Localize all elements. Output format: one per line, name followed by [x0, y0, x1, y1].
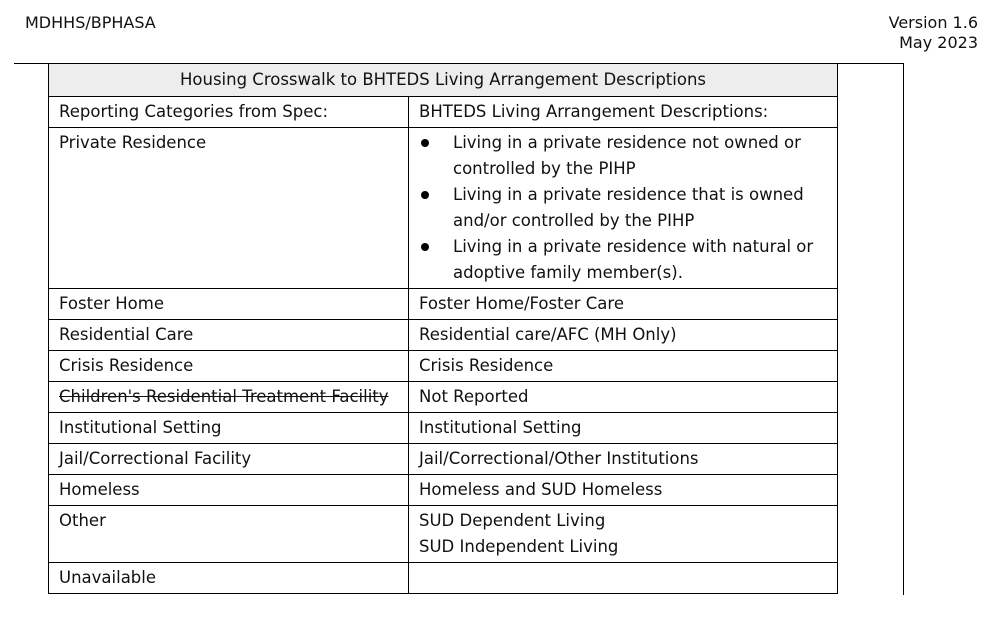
housing-crosswalk-table: [48, 63, 838, 594]
version-label: Version 1.6: [888, 13, 978, 32]
description-line: SUD Dependent Living: [419, 511, 606, 530]
category-cell: Unavailable: [49, 563, 409, 594]
table-title: Housing Crosswalk to BHTEDS Living Arrangement Descriptions: [49, 64, 838, 97]
bullet-item: [419, 182, 827, 234]
description-cell: Foster Home/Foster Care: [409, 289, 838, 320]
table-row: [49, 351, 838, 382]
description-cell: Institutional Setting: [409, 413, 838, 444]
table-row: [49, 128, 838, 289]
category-cell: Private Residence: [49, 128, 409, 289]
table-header-row: [49, 97, 838, 128]
category-cell: Crisis Residence: [49, 351, 409, 382]
description-cell: [409, 128, 838, 289]
org-header: MDHHS/BPHASA: [25, 13, 156, 32]
category-cell: Residential Care: [49, 320, 409, 351]
description-cell: Jail/Correctional/Other Institutions: [409, 444, 838, 475]
description-line: SUD Independent Living: [419, 537, 619, 556]
bullet-text: Living in a private residence that is owned and/or controlled by the PIHP: [453, 185, 804, 230]
description-cell: Homeless and SUD Homeless: [409, 475, 838, 506]
struck-category-text: Children's Residential Treatment Facility: [59, 387, 389, 406]
bullet-text: Living in a private residence not owned or controlled by the PIHP: [453, 133, 801, 178]
description-cell: Crisis Residence: [409, 351, 838, 382]
column-header-descriptions: BHTEDS Living Arrangement Descriptions:: [409, 97, 838, 128]
table-title-row: [49, 64, 838, 97]
description-cell: [409, 563, 838, 594]
table-row: [49, 563, 838, 594]
table-row: [49, 413, 838, 444]
version-header: [889, 13, 978, 53]
table-row: [49, 444, 838, 475]
column-header-categories: Reporting Categories from Spec:: [49, 97, 409, 128]
bullet-text: Living in a private residence with natural or adoptive family member(s).: [453, 237, 814, 282]
category-cell: Foster Home: [49, 289, 409, 320]
category-cell: Homeless: [49, 475, 409, 506]
category-cell: Jail/Correctional Facility: [49, 444, 409, 475]
description-cell: Not Reported: [409, 382, 838, 413]
version-date: May 2023: [899, 33, 978, 52]
table-row: [49, 506, 838, 563]
description-bullet-list: [419, 130, 827, 286]
bullet-icon: [421, 139, 429, 147]
category-cell-struck: [49, 382, 409, 413]
table-row: [49, 289, 838, 320]
bullet-icon: [421, 243, 429, 251]
description-cell: Residential care/AFC (MH Only): [409, 320, 838, 351]
table-row: [49, 320, 838, 351]
category-cell: Other: [49, 506, 409, 563]
table-row: [49, 475, 838, 506]
description-cell: [409, 506, 838, 563]
bullet-icon: [421, 191, 429, 199]
bullet-item: [419, 130, 827, 182]
table-row: [49, 382, 838, 413]
bullet-item: [419, 234, 827, 286]
category-cell: Institutional Setting: [49, 413, 409, 444]
